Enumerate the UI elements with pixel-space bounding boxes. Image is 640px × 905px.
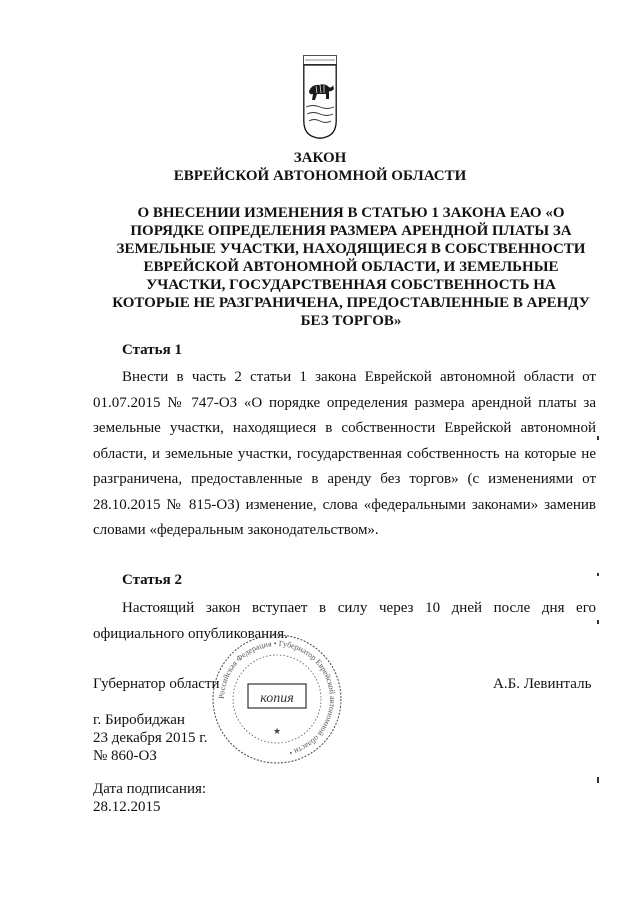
- article-1-heading: Статья 1: [122, 342, 182, 358]
- signer-name: А.Б. Левинталь: [493, 676, 592, 692]
- seal-ring-text: Российская Федерация • Губернатор Еврейской автономной области •: [216, 638, 338, 758]
- law-date: 23 декабря 2015 г.: [93, 730, 208, 746]
- city: г. Биробиджан: [93, 712, 185, 728]
- article-2-heading: Статья 2: [122, 572, 182, 588]
- signing-date: 28.12.2015: [93, 799, 161, 815]
- article-2-text: Настоящий закон вступает в силу через 10 дней после дня его официального опубликования.: [93, 600, 596, 642]
- seal-center-text: копия: [260, 691, 294, 706]
- scan-speck: [597, 620, 599, 624]
- article-1-text: Внести в часть 2 статьи 1 закона Еврейской автономной области от 01.07.2015 № 747-ОЗ «О порядке определения размера арендной платы за земельные участки, находящиеся в собственности Еврейской автономной области, и земельные участки, государственная собственность на которые не разграничена, предоставленные в аренду без торгов» (с изменениями от 28.10.2015 № 815-ОЗ) изменение, слова «федеральными законами» заменив словами «федеральным законодательством».: [93, 369, 596, 538]
- law-region: ЕВРЕЙСКОЙ АВТОНОМНОЙ ОБЛАСТИ: [173, 168, 467, 184]
- svg-text:★: ★: [272, 726, 282, 736]
- scan-speck: [597, 777, 599, 783]
- law-number: № 860-ОЗ: [93, 748, 157, 764]
- signer-position: Губернатор области: [93, 676, 220, 692]
- official-seal-stamp: [210, 632, 344, 766]
- coat-of-arms-icon: [303, 55, 337, 139]
- place-and-number: [93, 711, 208, 765]
- signing-label: Дата подписания:: [93, 781, 207, 797]
- law-subject: О ВНЕСЕНИИ ИЗМЕНЕНИЯ В СТАТЬЮ 1 ЗАКОНА ЕАО «О ПОРЯДКЕ ОПРЕДЕЛЕНИЯ РАЗМЕРА АРЕНДНОЙ ПЛАТЫ ЗА ЗЕМЕЛЬНЫЕ УЧАСТКИ, НАХОДЯЩИЕСЯ В СОБСТВЕННОСТИ ЕВРЕЙСКОЙ АВТОНОМНОЙ ОБЛАСТИ, И ЗЕМЕЛЬНЫЕ УЧАСТКИ, ГОСУДАРСТВЕННАЯ СОБСТВЕННОСТЬ НА КОТОРЫЕ НЕ РАЗГРАНИЧЕНА, ПРЕДОСТАВЛЕННЫЕ В АРЕНДУ БЕЗ ТОРГОВ»: [112, 205, 590, 329]
- law-title: ЗАКОН: [293, 150, 347, 166]
- scan-speck: [597, 573, 599, 576]
- signing-date-block: [93, 780, 206, 816]
- scan-speck: [597, 436, 599, 440]
